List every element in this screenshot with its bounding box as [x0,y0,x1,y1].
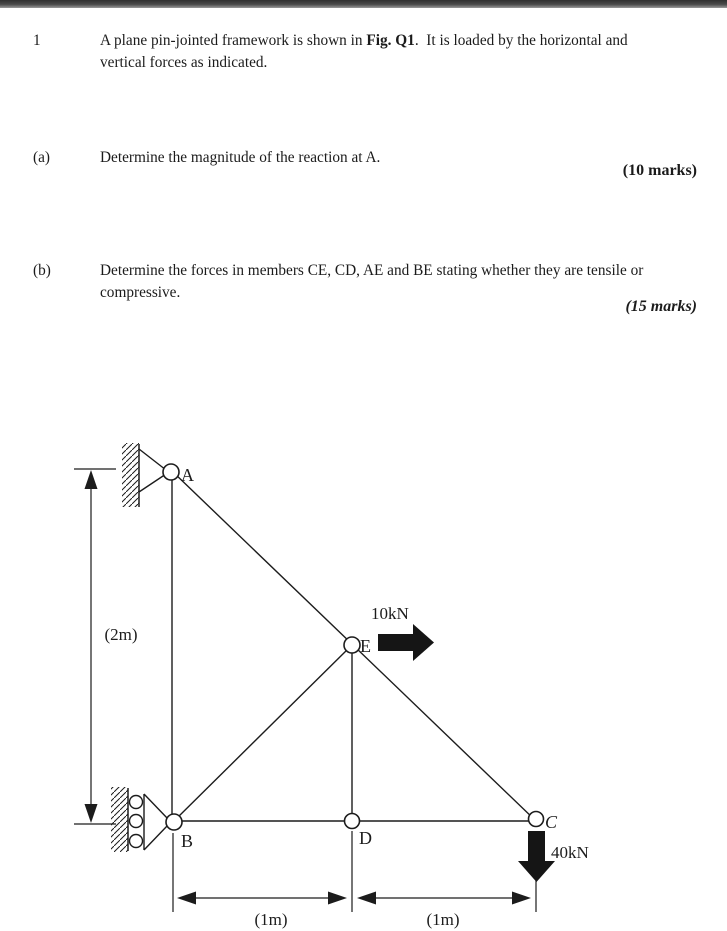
dim-label-1m-right: (1m) [426,910,460,929]
part-b-label: (b) [33,262,51,279]
roller-icon [130,815,143,828]
pin-joint-c [529,812,544,827]
dimension-horizontal-spans [173,831,536,929]
pin-support-wall-a [122,443,166,507]
dim-arrow-left-icon [357,892,376,905]
roller-icon [130,835,143,848]
force-label-40kn: 40kN [551,843,589,862]
dimension-vertical-2m [74,469,138,824]
support-bracket-b [144,794,168,850]
node-label-d: D [359,828,372,848]
figure-q1-truss-diagram [0,430,727,931]
part-a-label: (a) [33,149,50,166]
force-arrow-10kn [371,604,434,661]
member-be [174,645,352,821]
wall-hatching-b [111,787,128,852]
part-a-text: Determine the magnitude of the reaction at A. [100,149,381,166]
joint-labels [181,465,558,851]
dim-arrow-left-icon [177,892,196,905]
wall-hatching-a [122,443,139,507]
force-arrow-shaft [378,634,413,651]
force-arrow-shaft [528,831,545,862]
pin-joint-e [344,637,360,653]
question-intro-figref: Fig. Q1 [366,32,415,49]
part-a-marks: (10 marks) [622,162,697,179]
pin-joint-b [166,814,182,830]
dim-arrow-right-icon [328,892,347,905]
node-label-a: A [181,465,194,485]
dim-arrow-down-icon [85,804,98,823]
force-arrow-40kn [518,831,589,882]
dim-cap-lines [74,469,116,824]
question-intro-post: . It is loaded by the horizontal and [414,32,628,49]
dim-extension-lines [173,831,536,912]
dim-label-2m: (2m) [104,625,138,644]
question-intro-pre: A plane pin-jointed framework is shown in [100,32,367,49]
roller-support-wall-b [111,787,168,852]
pin-joint-d [345,814,360,829]
part-b-line1: Determine the forces in members CE, CD, AE and BE stating whether they are tensile or [100,262,644,279]
part-b-marks: (15 marks) [625,298,697,315]
dim-arrow-up-icon [85,470,98,489]
node-label-e: E [360,636,371,656]
part-b-line2: compressive. [100,284,181,301]
question-intro-text [100,30,692,74]
node-label-c: C [545,812,558,832]
force-arrow-head-right-icon [413,624,434,661]
force-arrow-head-down-icon [518,861,555,882]
dim-arrow-right-icon [512,892,531,905]
support-bracket-a [139,449,166,492]
force-label-10kn: 10kN [371,604,409,623]
scan-artifact-top-bar [0,0,727,8]
question-intro-line2: vertical forces as indicated. [100,54,268,71]
roller-icon [130,796,143,809]
pin-joint-a [163,464,179,480]
question-number: 1 [33,32,41,49]
node-label-b: B [181,831,194,851]
dim-label-1m-left: (1m) [254,910,288,929]
